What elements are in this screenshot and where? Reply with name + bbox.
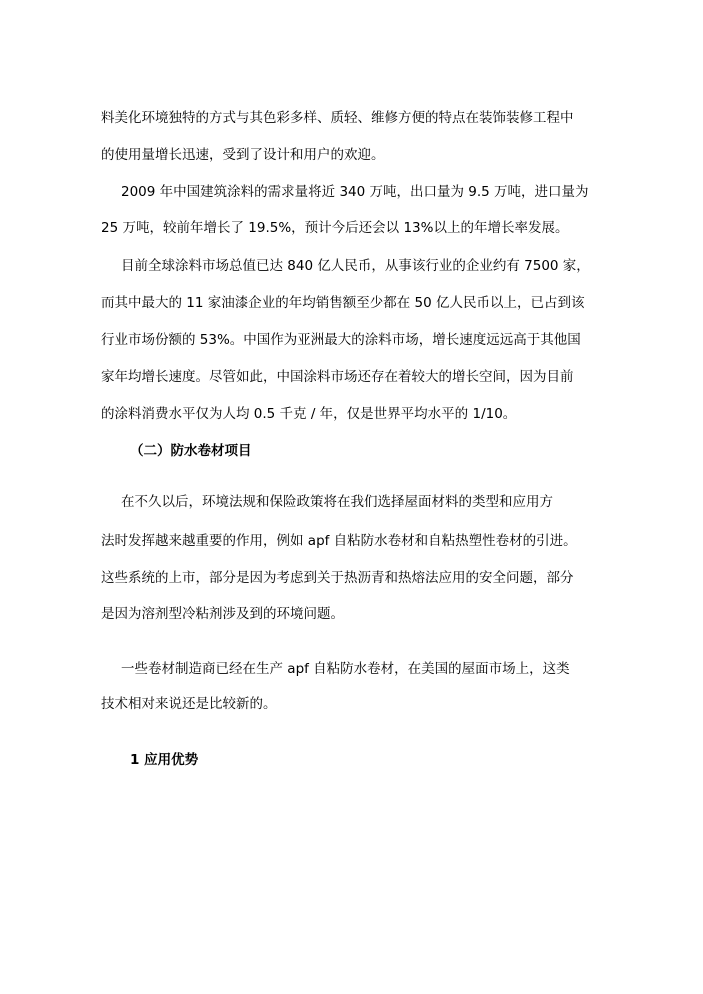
paragraph-1-line-1: 料美化环境独特的方式与其色彩多样、质轻、维修方便的特点在装饰装修工程中 — [101, 110, 574, 126]
paragraph-5-line-1: 一些卷材制造商已经在生产 apf 自粘防水卷材，在美国的屋面市场上，这类 — [121, 661, 570, 677]
paragraph-2-line-1: 2009 年中国建筑涂料的需求量将近 340 万吨，出口量为 9.5 万吨，进口量为 — [121, 184, 589, 200]
paragraph-3-line-1: 目前全球涂料市场总值已达 840 亿人民币，从事该行业的企业约有 7500 家， — [121, 258, 590, 274]
paragraph-4-line-4: 是因为溶剂型冷粘剂涉及到的环境问题。 — [101, 606, 344, 622]
paragraph-3-line-5: 的涂料消费水平仅为人均 0.5 千克 / 年，仅是世界平均水平的 1/10。 — [101, 406, 517, 422]
paragraph-3-line-4: 家年均增长速度。尽管如此，中国涂料市场还存在着较大的增长空间，因为目前 — [101, 369, 574, 385]
paragraph-2-line-2: 25 万吨，较前年增长了 19.5%，预计今后还会以 13%以上的年增长率发展。 — [101, 220, 569, 236]
subsection-heading: 1 应用优势 — [130, 752, 199, 768]
paragraph-4-line-1: 在不久以后，环境法规和保险政策将在我们选择屋面材料的类型和应用方 — [121, 494, 553, 510]
paragraph-4-line-2: 法时发挥越来越重要的作用，例如 apf 自粘防水卷材和自粘热塑性卷材的引进。 — [101, 533, 577, 549]
section-heading: （二）防水卷材项目 — [130, 443, 252, 459]
paragraph-3-line-2: 而其中最大的 11 家油漆企业的年均销售额至少都在 50 亿人民币以上，已占到该 — [101, 295, 585, 311]
paragraph-4-line-3: 这些系统的上市，部分是因为考虑到关于热沥青和热熔法应用的安全问题，部分 — [101, 570, 574, 586]
paragraph-5-line-2: 技术相对来说还是比较新的。 — [101, 696, 277, 712]
paragraph-3-line-3: 行业市场份额的 53%。中国作为亚洲最大的涂料市场，增长速度远远高于其他国 — [101, 332, 581, 348]
paragraph-1-line-2: 的使用量增长迅速，受到了设计和用户的欢迎。 — [101, 147, 385, 163]
